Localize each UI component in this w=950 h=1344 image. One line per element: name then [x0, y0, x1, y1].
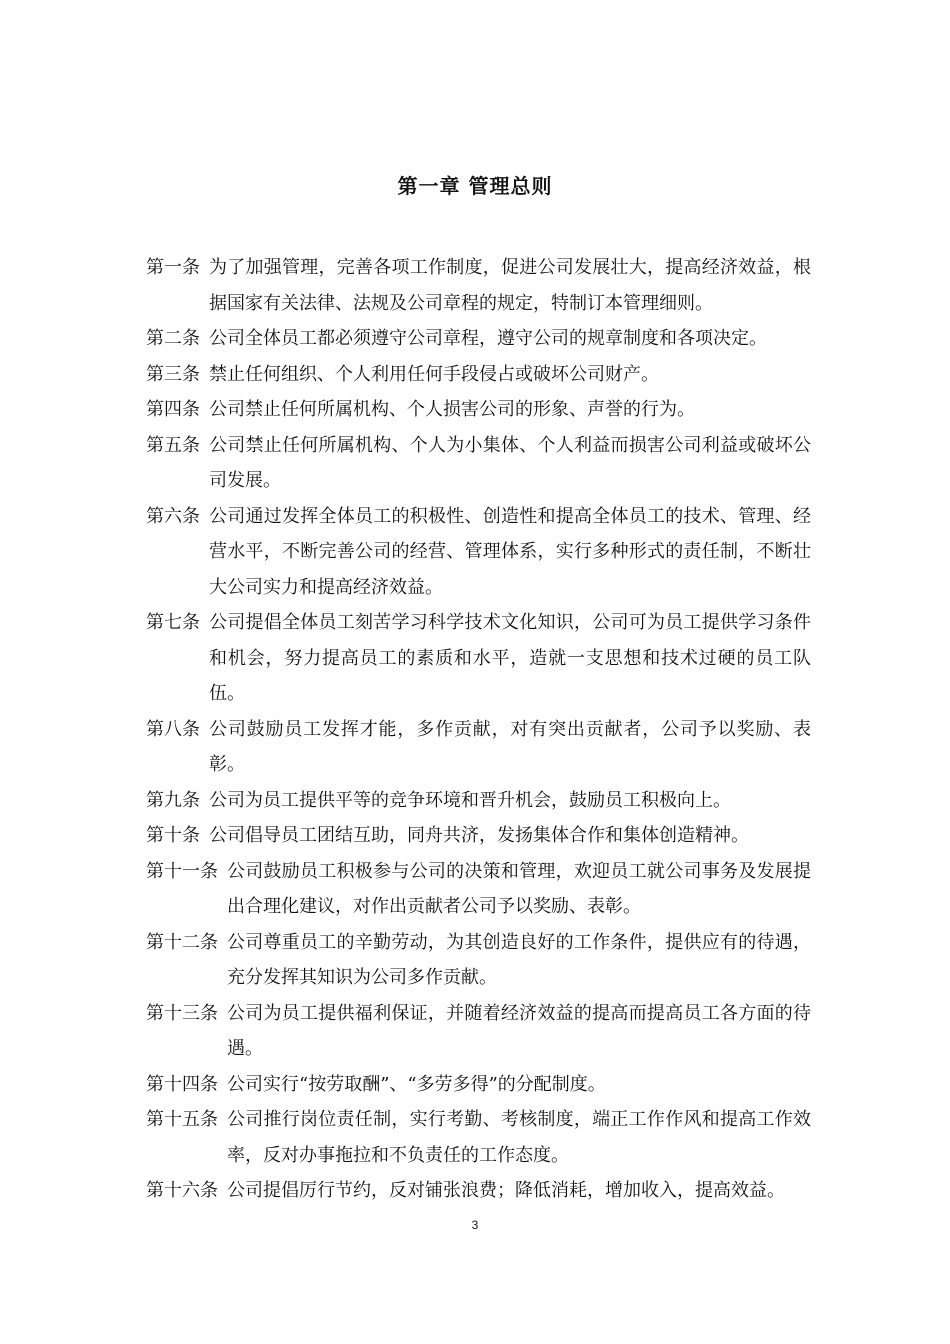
article-label: 第十三条	[146, 1002, 218, 1024]
article-1	[146, 250, 811, 321]
article-text: 公司鼓励员工积极参与公司的决策和管理，欢迎员工就公司事务及发展提出合理化建议，对作出贡献者公司予以奖励、表彰。	[227, 860, 811, 917]
article-14	[146, 1067, 811, 1103]
article-4	[146, 392, 811, 428]
article-3	[146, 357, 811, 393]
article-text: 公司为员工提供平等的竞争环境和晋升机会，鼓励员工积极向上。	[209, 789, 731, 811]
article-label: 第十五条	[146, 1109, 218, 1130]
article-2	[146, 321, 811, 357]
article-text: 公司提倡厉行节约，反对铺张浪费；降低消耗，增加收入，提高效益。	[227, 1180, 785, 1201]
article-label: 第九条	[146, 789, 200, 811]
article-text: 公司为员工提供福利保证，并随着经济效益的提高而提高员工各方面的待遇。	[227, 1002, 811, 1059]
article-text: 公司提倡全体员工刻苦学习科学技术文化知识，公司可为员工提供学习条件和机会，努力提高员工的素质和水平，造就一支思想和技术过硬的员工队伍。	[209, 612, 811, 704]
page-number: 3	[471, 1218, 479, 1232]
article-text: 公司尊重员工的辛勤劳动，为其创造良好的工作条件，提供应有的待遇，充分发挥其知识为公司多作贡献。	[227, 931, 811, 988]
article-8	[146, 712, 811, 783]
article-6	[146, 499, 811, 606]
article-label: 第十一条	[146, 860, 218, 882]
article-text: 禁止任何组织、个人利用任何手段侵占或破坏公司财产。	[209, 363, 659, 385]
article-9	[146, 783, 811, 819]
article-7	[146, 605, 811, 712]
article-text: 公司推行岗位责任制，实行考勤、考核制度，端正工作作风和提高工作效率，反对办事拖拉和不负责任的工作态度。	[227, 1109, 811, 1166]
article-5	[146, 428, 811, 499]
article-label: 第七条	[146, 612, 200, 633]
article-label: 第六条	[146, 505, 200, 527]
article-label: 第二条	[146, 328, 200, 349]
article-label: 第十条	[146, 825, 200, 846]
article-label: 第十四条	[146, 1073, 218, 1095]
article-label: 第三条	[146, 363, 200, 385]
article-text: 公司禁止任何所属机构、个人为小集体、个人利益而损害公司利益或破坏公司发展。	[209, 434, 811, 491]
article-text: 公司全体员工都必须遵守公司章程，遵守公司的规章制度和各项决定。	[209, 328, 767, 349]
article-label: 第八条	[146, 718, 200, 740]
article-13	[146, 996, 811, 1067]
article-label: 第一条	[146, 257, 200, 278]
articles-list	[146, 250, 811, 1209]
article-text: 公司鼓励员工发挥才能，多作贡献，对有突出贡献者，公司予以奖励、表彰。	[209, 718, 811, 775]
article-label: 第四条	[146, 399, 200, 420]
article-12	[146, 925, 811, 996]
article-15	[146, 1102, 811, 1173]
article-text: 公司通过发挥全体员工的积极性、创造性和提高全体员工的技术、管理、经营水平，不断完善公司的经营、管理体系，实行多种形式的责任制，不断壮大公司实力和提高经济效益。	[209, 505, 811, 598]
article-label: 第十六条	[146, 1180, 218, 1201]
article-label: 第十二条	[146, 931, 218, 953]
article-label: 第五条	[146, 434, 200, 456]
article-text: 公司倡导员工团结互助，同舟共济，发扬集体合作和集体创造精神。	[209, 825, 749, 846]
article-text: 公司实行“按劳取酬”、“多劳多得”的分配制度。	[227, 1073, 606, 1095]
article-10	[146, 818, 811, 854]
chapter-title: 第一章 管理总则	[397, 174, 553, 198]
article-text: 为了加强管理，完善各项工作制度，促进公司发展壮大，提高经济效益，根据国家有关法律、法规及公司章程的规定，特制订本管理细则。	[209, 257, 811, 314]
article-11	[146, 854, 811, 925]
article-text: 公司禁止任何所属机构、个人损害公司的形象、声誉的行为。	[209, 399, 695, 420]
article-16	[146, 1173, 811, 1209]
